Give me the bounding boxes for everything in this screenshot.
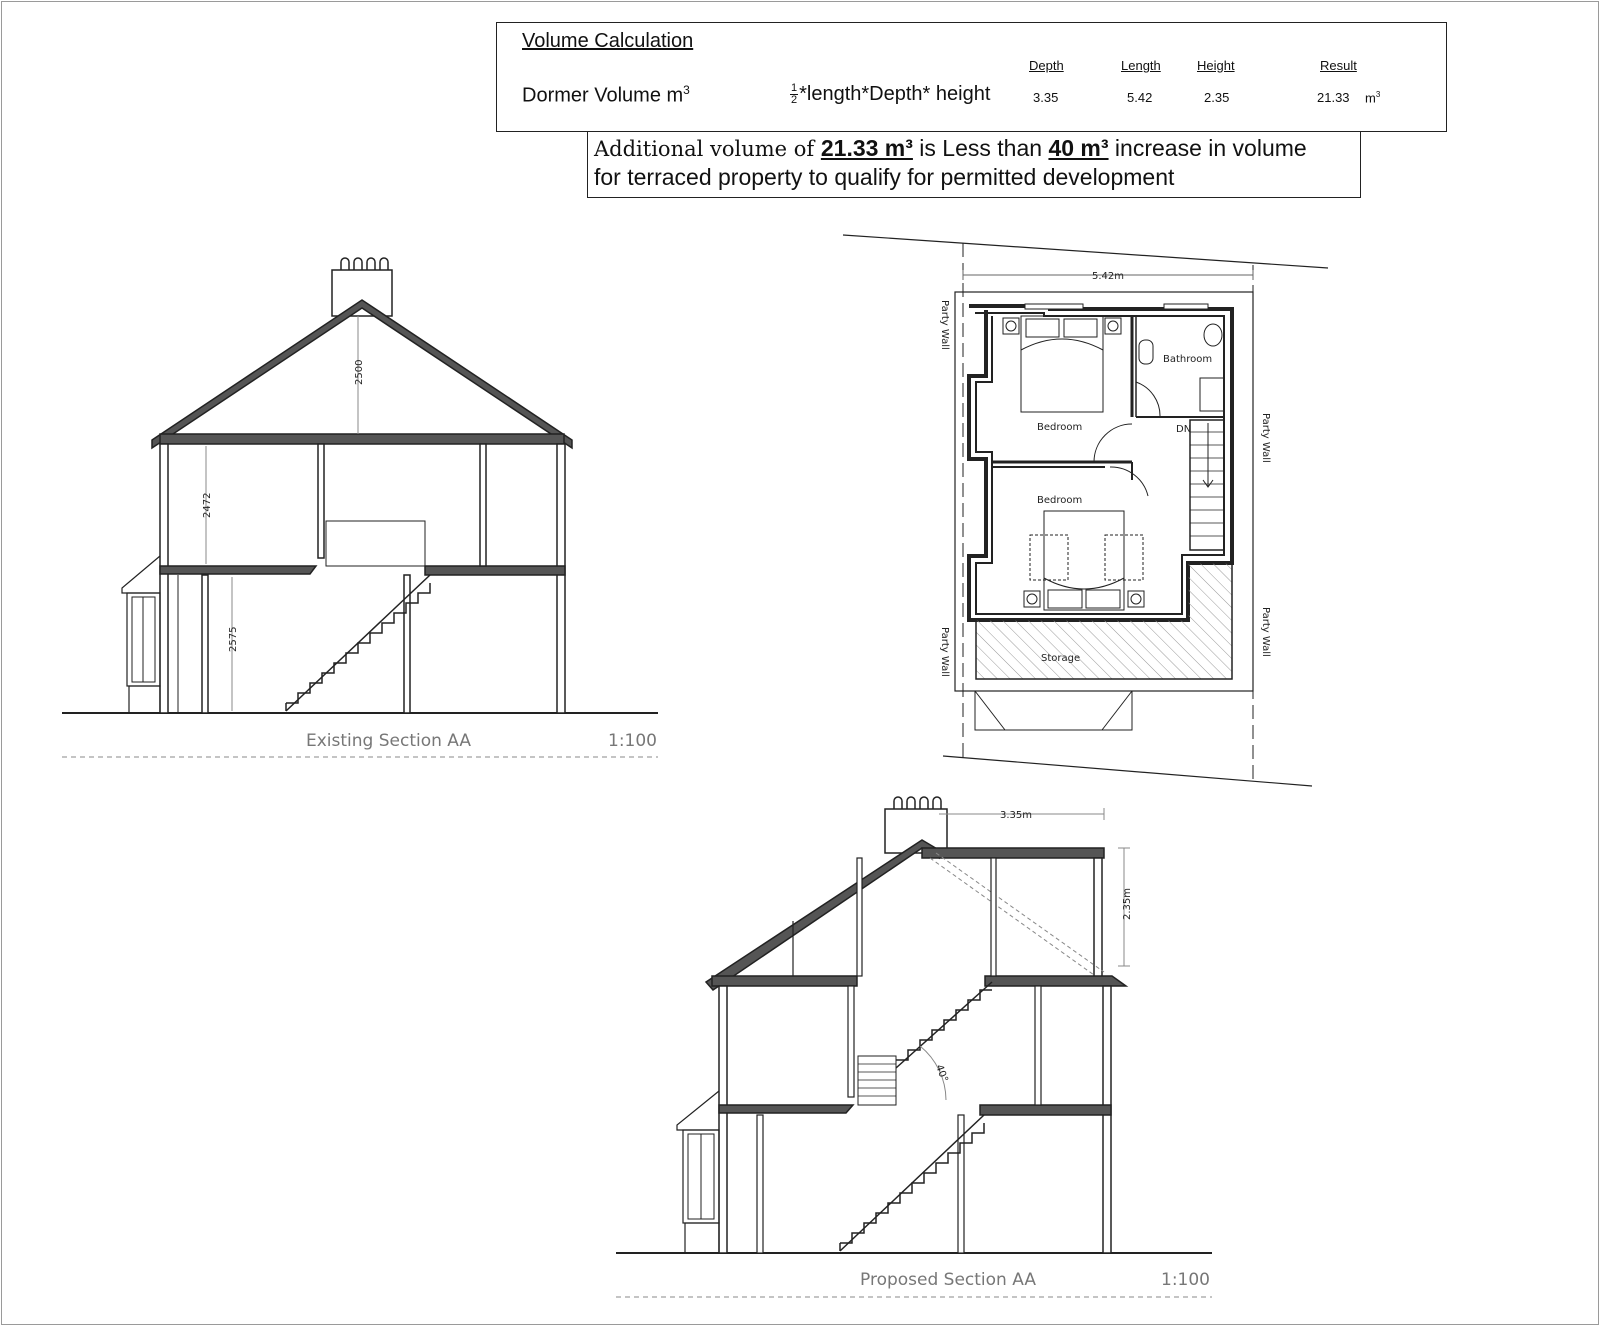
dormer-volume-label: Dormer Volume $m^3$ <box>522 83 690 107</box>
additional-volume-value: 21.33 m³ <box>820 135 913 161</box>
plan-width-dim: 5.42m <box>1092 271 1125 282</box>
depth-value: 3.35 <box>1033 90 1059 105</box>
depth-header: Depth <box>1029 58 1064 73</box>
existing-section-caption: Existing Section AA <box>306 731 472 751</box>
party-wall-label-right-top: Party Wall <box>1260 413 1271 463</box>
bedroom-2-label: Bedroom <box>1037 495 1083 506</box>
volume-calculation-title: Volume Calculation <box>522 30 694 52</box>
note-line-1: Additional volume of 21.33 m³ is Less than 40 m³ increase in volume <box>594 135 1307 161</box>
length-value: 5.42 <box>1127 90 1153 105</box>
result-header: Result <box>1320 58 1357 73</box>
result-unit: $m^3$ <box>1365 90 1381 106</box>
proposed-section-caption: Proposed Section AA <box>860 1270 1036 1290</box>
proposed-section-scale: 1:100 <box>1161 1270 1210 1290</box>
bathroom-label: Bathroom <box>1163 354 1213 365</box>
loft-floor-plan <box>843 235 1328 786</box>
existing-section-drawing <box>62 258 658 757</box>
height-value: 2.35 <box>1204 90 1230 105</box>
existing-section-scale: 1:100 <box>608 731 657 751</box>
upper-height-dim: 2472 <box>202 492 213 518</box>
result-value: 21.33 <box>1317 90 1350 105</box>
party-wall-label-left-top: Party Wall <box>939 300 950 350</box>
dormer-height-dim: 2.35m <box>1122 887 1133 920</box>
party-wall-label-right-bottom: Party Wall <box>1260 607 1271 657</box>
ground-height-dim: 2575 <box>228 626 239 652</box>
stair-down-label: DN <box>1176 424 1192 435</box>
volume-limit-value: 40 m³ <box>1048 135 1109 161</box>
volume-formula: $\frac{1}{2}$ *length*Depth* height <box>791 82 991 107</box>
stair-angle-dim: 40° <box>933 1063 950 1084</box>
height-header: Height <box>1197 58 1235 73</box>
storage-label: Storage <box>1041 653 1081 664</box>
party-wall-label-left-bottom: Party Wall <box>939 627 950 677</box>
roof-height-dim: 2500 <box>354 359 365 385</box>
proposed-section-drawing <box>616 797 1212 1297</box>
dormer-length-dim: 3.35m <box>1000 810 1033 821</box>
bedroom-1-label: Bedroom <box>1037 422 1083 433</box>
length-header: Length <box>1121 58 1161 73</box>
half-fraction: $\frac{1}{2}$ <box>791 82 798 107</box>
note-line-2: for terraced property to qualify for permitted development <box>594 164 1175 190</box>
